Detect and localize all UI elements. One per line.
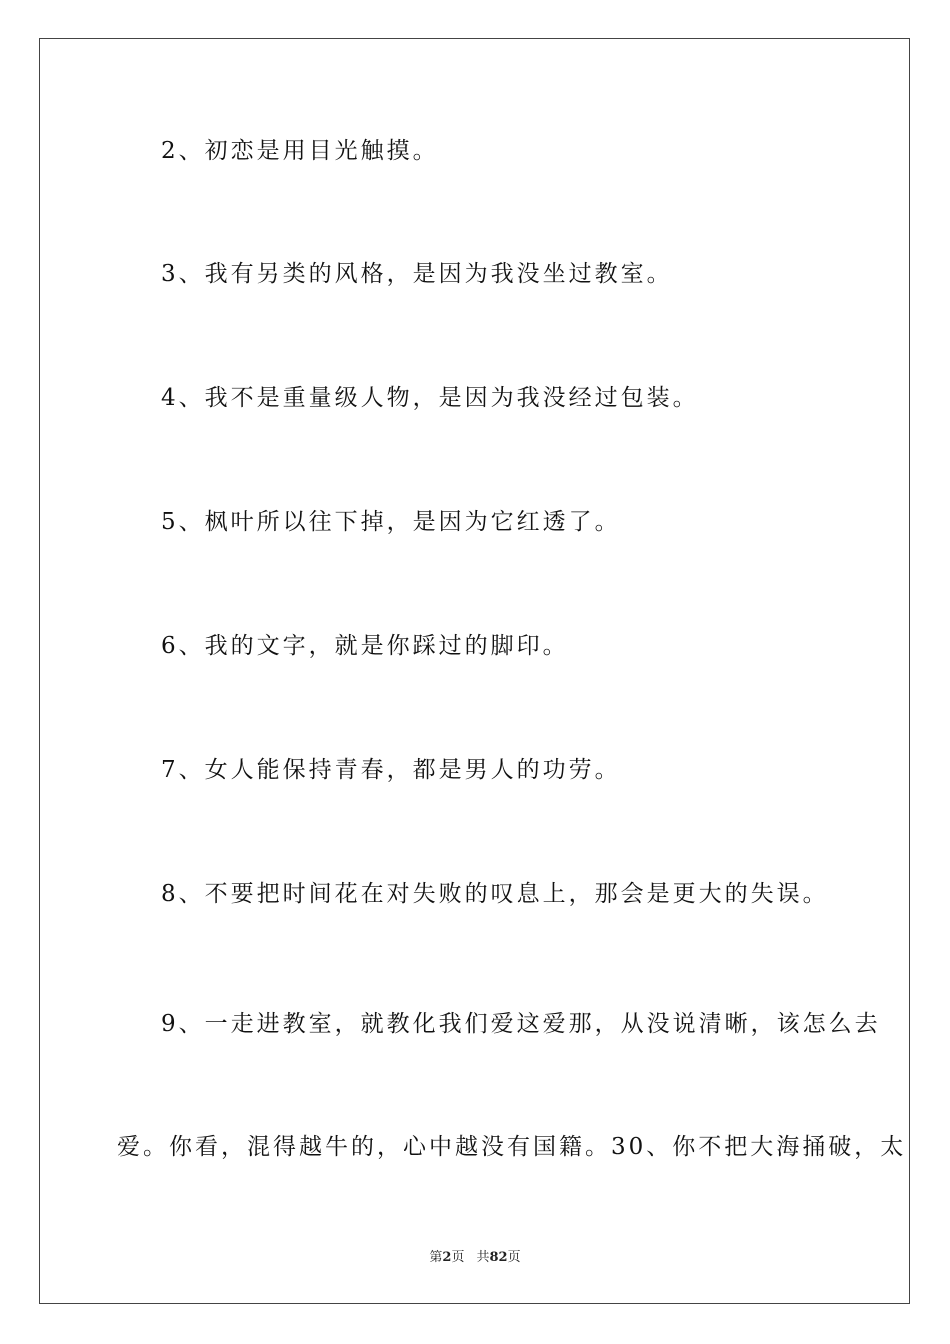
total-pages: 82 bbox=[489, 1250, 508, 1265]
paragraph-line: 4、我不是重量级人物，是因为我没经过包装。 bbox=[161, 385, 699, 411]
paragraph-line: 9、一走进教室，就教化我们爱这爱那，从没说清晰，该怎么去 bbox=[161, 1011, 881, 1037]
paragraph-line: 6、我的文字，就是你踩过的脚印。 bbox=[161, 633, 569, 659]
paragraph-line: 5、枫叶所以往下掉，是因为它红透了。 bbox=[161, 509, 621, 535]
paragraph-line: 3、我有另类的风格，是因为我没坐过教室。 bbox=[161, 261, 673, 287]
paragraph-line-continued: 爱。你看，混得越牛的，心中越没有国籍。30、你不把大海捅破，太 bbox=[117, 1134, 907, 1160]
total-suffix: 页 bbox=[507, 1250, 521, 1265]
page-frame bbox=[39, 38, 910, 1304]
paragraph-line: 7、女人能保持青春，都是男人的功劳。 bbox=[161, 757, 621, 783]
total-prefix: 共 bbox=[476, 1250, 490, 1265]
paragraph-line: 8、不要把时间花在对失败的叹息上，那会是更大的失误。 bbox=[161, 881, 829, 907]
page-footer bbox=[0, 1246, 950, 1265]
paragraph-line: 2、初恋是用目光触摸。 bbox=[161, 138, 439, 164]
page-prefix: 第 bbox=[429, 1250, 443, 1265]
page-suffix: 页 bbox=[451, 1250, 465, 1265]
page-number: 2 bbox=[442, 1250, 452, 1265]
